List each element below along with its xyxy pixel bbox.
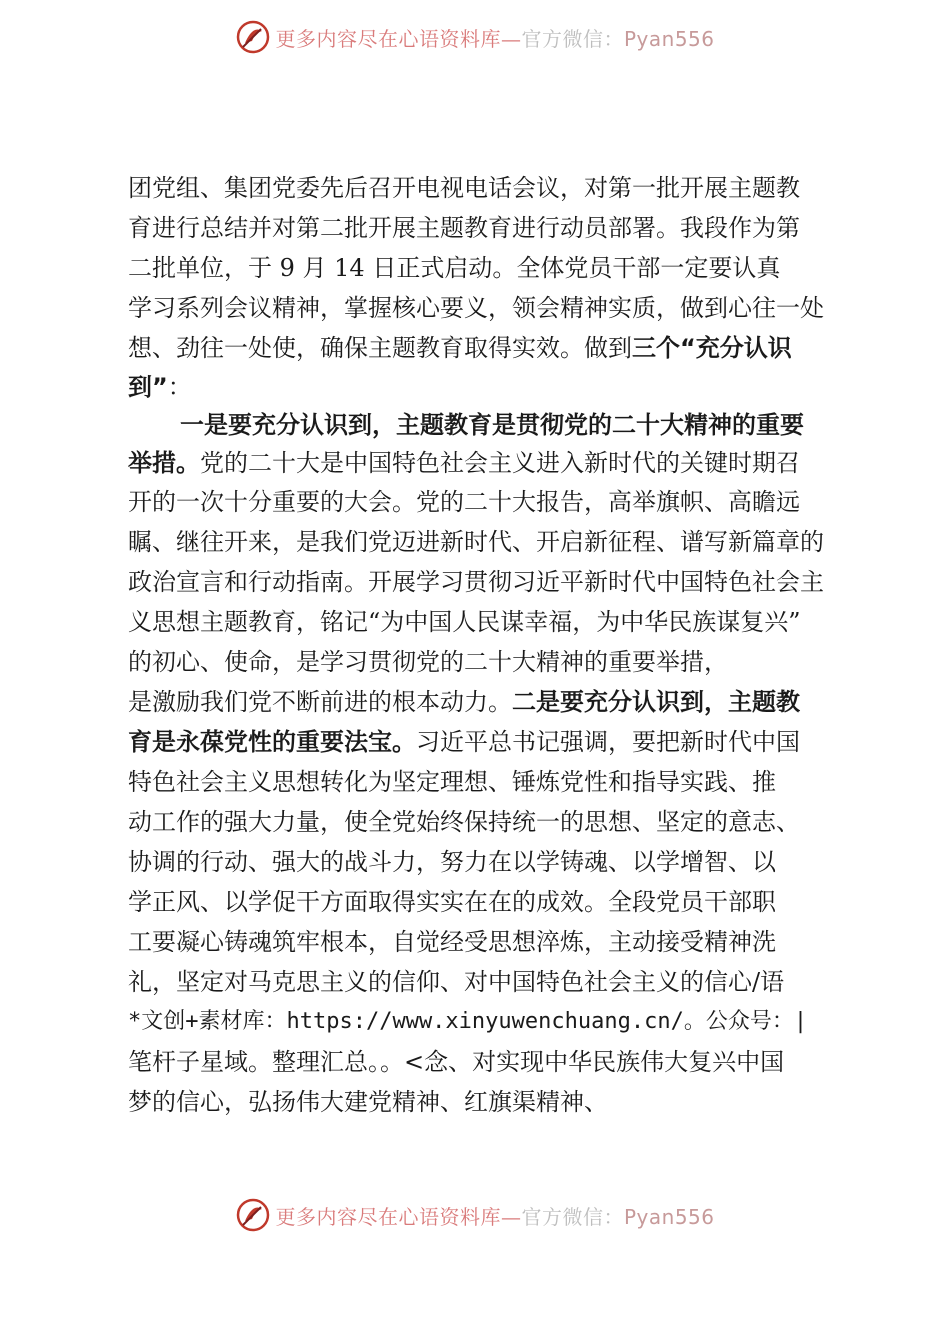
bold-heading: 到” [128,373,168,401]
header-wechat-id: Pyan556 [623,26,715,51]
body-line: 瞩、继往开来，是我们党迈进新时代、开启新征程、谱写新篇章的 [128,528,824,556]
body-line: 育进行总结并对第二批开展主题教育进行动员部署。我段作为第 [128,214,800,242]
footer-brand: 更多内容尽在心语资料库 [275,1204,501,1229]
header-dash: — [500,26,522,51]
body-line [128,328,868,368]
body-text: 习近平总书记强调，要把新时代中国 [416,728,800,756]
body-line: 学正风、以学促干方面取得实实在在的成效。全段党员干部职 [128,888,776,916]
body-line: 开的一次十分重要的大会。党的二十大报告，高举旗帜、高瞻远 [128,488,800,516]
footer-banner-text [275,1201,714,1230]
body-text: 党的二十大是中国特色社会主义进入新时代的关键时期召 [200,449,800,477]
bold-heading: 二是要充分认识到，主题教 [512,688,800,716]
body-line: 义思想主题教育，铭记“为中国人民谋幸福，为中华民族谋复兴” [128,608,801,636]
body-line [128,682,868,722]
body-line: 工要凝心铸魂筑牢根本，自觉经受思想淬炼，主动接受精神洗 [128,928,776,956]
body-line: 二批单位，于 9 月 14 日正式启动。全体党员干部一定要认真 [128,254,781,282]
bold-heading-line: 一是要充分认识到，主题教育是贯彻党的二十大精神的重要 [180,411,804,439]
body-line: 学习系列会议精神，掌握核心要义，领会精神实质，做到心往一处 [128,294,824,322]
body-line: 礼，坚定对马克思主义的信仰、对中国特色社会主义的信心/语 [128,968,785,996]
header-banner-text [275,23,714,52]
footer-label: 官方微信： [521,1204,624,1229]
header-brand: 更多内容尽在心语资料库 [275,26,501,51]
bold-heading: 育是永葆党性的重要法宝。 [128,728,416,756]
bold-heading: 举措。 [128,449,200,477]
header-banner [0,14,950,60]
footer-banner [0,1192,950,1238]
footer-dash: — [500,1204,522,1229]
body-line: 笔杆子星域。整理汇总。。<念、对实现中华民族伟大复兴中国 [128,1048,785,1076]
header-label: 官方微信： [521,26,624,51]
body-line: 团党组、集团党委先后召开电视电话会议，对第一批开展主题教 [128,174,800,202]
body-line [128,368,868,406]
body-text: 是激励我们党不断前进的根本动力。 [128,688,512,716]
bold-heading: 三个“充分认识 [632,334,792,362]
brand-logo-icon [235,1197,271,1233]
body-line: 政治宣言和行动指南。开展学习贯彻习近平新时代中国特色社会主 [128,568,824,596]
brand-logo-icon [235,19,271,55]
body-line: 梦的信心，弘扬伟大建党精神、红旗渠精神、 [128,1088,608,1116]
footer-wechat-id: Pyan556 [623,1204,715,1229]
body-line: 特色社会主义思想转化为坚定理想、锤炼党性和指导实践、推 [128,768,776,796]
body-text: 想、劲往一处使，确保主题教育取得实效。做到 [128,334,632,362]
body-line [128,722,868,762]
body-line: *文创+素材库：https://www.xinyuwenchuang.cn/。公众号：| [128,1009,808,1034]
body-text: ： [167,373,192,401]
body-line [128,444,868,482]
body-line: 协调的行动、强大的战斗力，努力在以学铸魂、以学增智、以 [128,848,776,876]
body-line: 的初心、使命，是学习贯彻党的二十大精神的重要举措， [128,648,728,676]
document-body [128,168,868,1122]
body-line: 动工作的强大力量，使全党始终保持统一的思想、坚定的意志、 [128,808,800,836]
